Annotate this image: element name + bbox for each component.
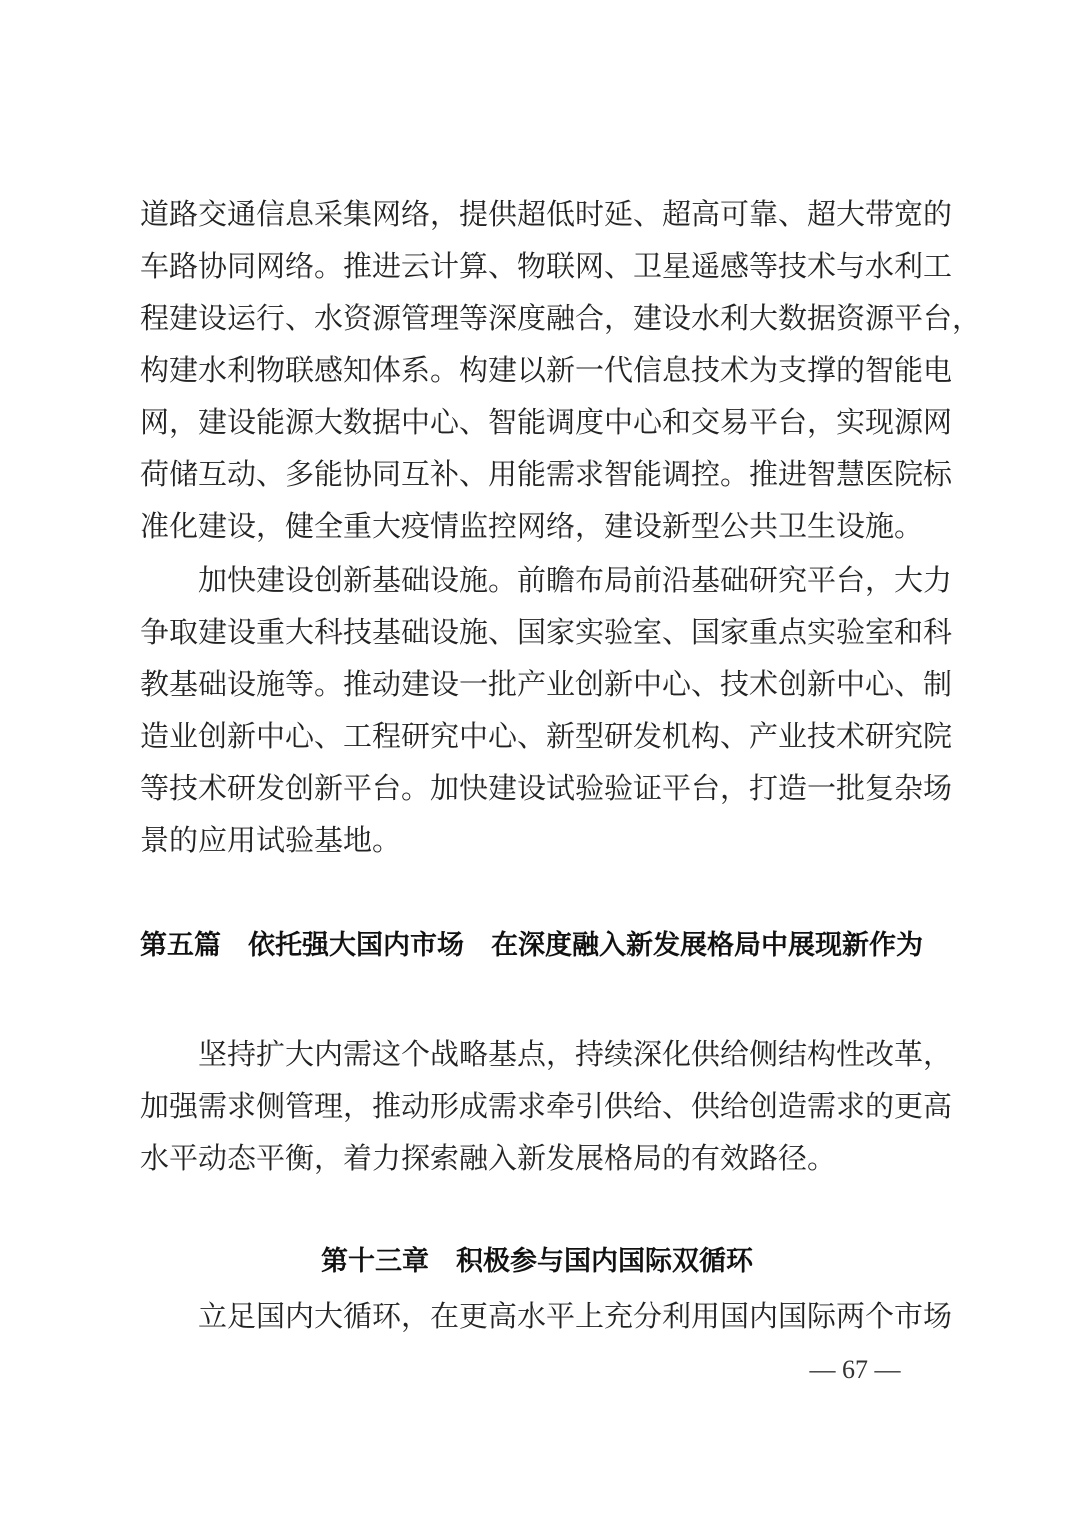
- paragraph-2-line-5: 等技术研发创新平台。加快建设试验验证平台，打造一批复杂场: [140, 771, 953, 805]
- paragraph-2-line-1: 加快建设创新基础设施。前瞻布局前沿基础研究平台，大力: [198, 563, 953, 597]
- paragraph-1-line-3: 程建设运行、水资源管理等深度融合，建设水利大数据资源平台，: [140, 301, 982, 335]
- page-number: — 67 —: [809, 1355, 901, 1384]
- part-heading: 第五篇 依托强大国内市场 在深度融入新发展格局中展现新作为: [140, 930, 923, 961]
- paragraph-1-line-1: 道路交通信息采集网络，提供超低时延、超高可靠、超大带宽的: [140, 197, 953, 231]
- paragraph-3-line-2: 加强需求侧管理，推动形成需求牵引供给、供给创造需求的更高: [140, 1089, 953, 1123]
- paragraph-4-line-1: 立足国内大循环，在更高水平上充分利用国内国际两个市场: [198, 1299, 953, 1333]
- paragraph-1-line-4: 构建水利物联感知体系。构建以新一代信息技术为支撑的智能电: [140, 353, 953, 387]
- paragraph-1-line-2: 车路协同网络。推进云计算、物联网、卫星遥感等技术与水利工: [140, 249, 953, 283]
- chapter-heading: 第十三章 积极参与国内国际双循环: [321, 1246, 753, 1277]
- paragraph-2-line-6: 景的应用试验基地。: [140, 823, 402, 857]
- paragraph-1-line-5: 网，建设能源大数据中心、智能调度中心和交易平台，实现源网: [140, 405, 953, 439]
- paragraph-2-line-3: 教基础设施等。推动建设一批产业创新中心、技术创新中心、制: [140, 667, 953, 701]
- paragraph-3-line-3: 水平动态平衡，着力探索融入新发展格局的有效路径。: [140, 1141, 837, 1175]
- paragraph-1-line-7: 准化建设，健全重大疫情监控网络，建设新型公共卫生设施。: [140, 509, 924, 543]
- paragraph-2-line-4: 造业创新中心、工程研究中心、新型研发机构、产业技术研究院: [140, 719, 953, 753]
- paragraph-1-line-6: 荷储互动、多能协同互补、用能需求智能调控。推进智慧医院标: [140, 457, 953, 491]
- paragraph-3-line-1: 坚持扩大内需这个战略基点，持续深化供给侧结构性改革，: [198, 1037, 953, 1071]
- paragraph-2-line-2: 争取建设重大科技基础设施、国家实验室、国家重点实验室和科: [140, 615, 953, 649]
